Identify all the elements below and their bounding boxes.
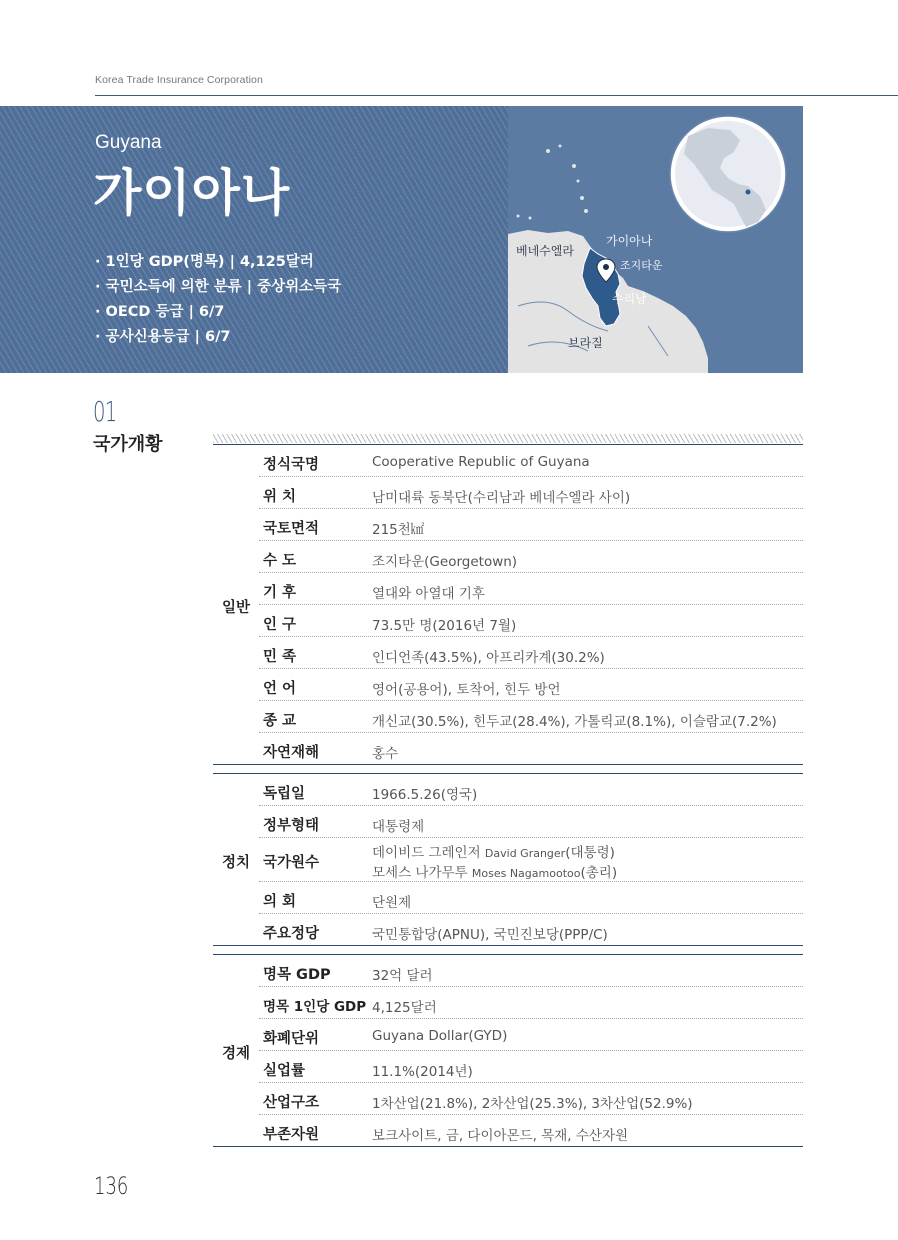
row-key: 의 회: [263, 894, 297, 910]
row-key: 인 구: [263, 617, 297, 633]
group-label: 일반: [221, 600, 250, 616]
section-hatch-rule: [213, 434, 803, 443]
row-value: Cooperative Republic of Guyana: [372, 454, 590, 470]
row-key: 국토면적: [263, 521, 320, 537]
row-key: 자연재해: [263, 745, 320, 761]
table-row: [259, 541, 803, 573]
country-name-en: Guyana: [95, 132, 162, 153]
table-row: [259, 882, 803, 914]
row-key: 명목 GDP: [263, 967, 331, 983]
table-row: [259, 509, 803, 541]
table-row: [259, 914, 803, 946]
table-row: [259, 701, 803, 733]
row-key: 부존자원: [263, 1127, 320, 1143]
row-value: 11.1%(2014년): [372, 1064, 473, 1080]
row-value: 1차산업(21.8%), 2차산업(25.3%), 3차산업(52.9%): [372, 1096, 693, 1112]
row-key: 기 후: [263, 585, 297, 601]
table-row: [259, 955, 803, 987]
table-row: [259, 669, 803, 701]
table-row: [259, 733, 803, 765]
row-value: 열대와 아열대 기후: [372, 586, 485, 602]
section-number: 01: [93, 395, 117, 428]
section-title: 국가개황: [93, 434, 163, 455]
row-value-line2: 모세스 나가무투 Moses Nagamootoo(총리): [372, 865, 618, 881]
table-row: [259, 1051, 803, 1083]
row-value: 영어(공용어), 토착어, 힌두 방언: [372, 682, 561, 698]
table-row: [259, 838, 803, 882]
map-graphic: [508, 106, 803, 373]
row-value-line1: 데이비드 그레인저 David Granger(대통령): [372, 845, 615, 861]
row-key: 명목 1인당 GDP: [263, 999, 367, 1015]
table-row: [259, 637, 803, 669]
row-value: 보크사이트, 금, 다이아몬드, 목재, 수산자원: [372, 1128, 629, 1144]
table-row: [259, 573, 803, 605]
row-value: 215천㎢: [372, 522, 425, 538]
row-key: 정식국명: [263, 457, 320, 473]
row-key: 주요정당: [263, 926, 320, 942]
group-label: 경제: [221, 1046, 250, 1062]
summary-ksure: · 공사신용등급 | 6/7: [95, 329, 231, 345]
row-value: 조지타운(Georgetown): [372, 554, 518, 570]
row-key: 실업률: [263, 1063, 306, 1079]
table-row: [259, 1115, 803, 1147]
map-label-suriname: 수리남: [612, 292, 647, 306]
group-label: 정치: [221, 855, 250, 871]
map-label-guyana: 가이아나: [606, 234, 653, 248]
country-name-ko: 가이아나: [93, 164, 291, 222]
table-row: [259, 1083, 803, 1115]
globe-inset: [670, 116, 786, 232]
row-value: 단원제: [372, 895, 412, 911]
row-key: 수 도: [263, 553, 297, 569]
page-number: 136: [94, 1172, 129, 1200]
map-label-brazil: 브라질: [568, 336, 603, 350]
row-value: 73.5만 명(2016년 7월): [372, 618, 517, 634]
summary-gdp: · 1인당 GDP(명목) | 4,125달러: [95, 254, 314, 270]
row-value: 인디언족(43.5%), 아프리카계(30.2%): [372, 650, 605, 666]
table-row: [259, 445, 803, 477]
row-key: 정부형태: [263, 818, 320, 834]
row-key: 언 어: [263, 681, 297, 697]
header-rule: [95, 95, 898, 96]
summary-income-class: · 국민소득에 의한 분류 | 중상위소득국: [95, 279, 342, 295]
table-row: [259, 477, 803, 509]
row-value: 1966.5.26(영국): [372, 787, 478, 803]
table-row: [259, 774, 803, 806]
org-header: Korea Trade Insurance Corporation: [95, 74, 263, 86]
row-key: 독립일: [263, 786, 306, 802]
table-row: [259, 806, 803, 838]
row-value: 32억 달러: [372, 968, 433, 984]
summary-list: [95, 250, 341, 350]
row-key: 위 치: [263, 489, 297, 505]
location-map: [508, 106, 803, 373]
row-key: 화폐단위: [263, 1031, 320, 1047]
row-value: 국민통합당(APNU), 국민진보당(PPP/C): [372, 927, 608, 943]
map-label-venezuela: 베네수엘라: [516, 244, 574, 258]
table-row: [259, 605, 803, 637]
row-value: 4,125달러: [372, 1000, 437, 1016]
map-label-capital: 조지타운: [620, 259, 663, 272]
table-row: [259, 1019, 803, 1051]
row-value: 남미대륙 동북단(수리남과 베네수엘라 사이): [372, 490, 631, 506]
group-general: [213, 444, 803, 765]
row-value: Guyana Dollar(GYD): [372, 1028, 508, 1044]
row-value: 개신교(30.5%), 힌두교(28.4%), 가톨릭교(8.1%), 이슬람교(7.2%): [372, 714, 777, 730]
row-value: 대통령제: [372, 819, 425, 835]
row-key: 국가원수: [263, 855, 320, 871]
table-row: [259, 987, 803, 1019]
group-economy: [213, 954, 803, 1147]
row-value: 홍수: [372, 746, 399, 762]
group-politics: [213, 773, 803, 946]
row-key: 산업구조: [263, 1095, 320, 1111]
row-key: 종 교: [263, 713, 297, 729]
summary-oecd: · OECD 등급 | 6/7: [95, 304, 225, 320]
row-key: 민 족: [263, 649, 297, 665]
